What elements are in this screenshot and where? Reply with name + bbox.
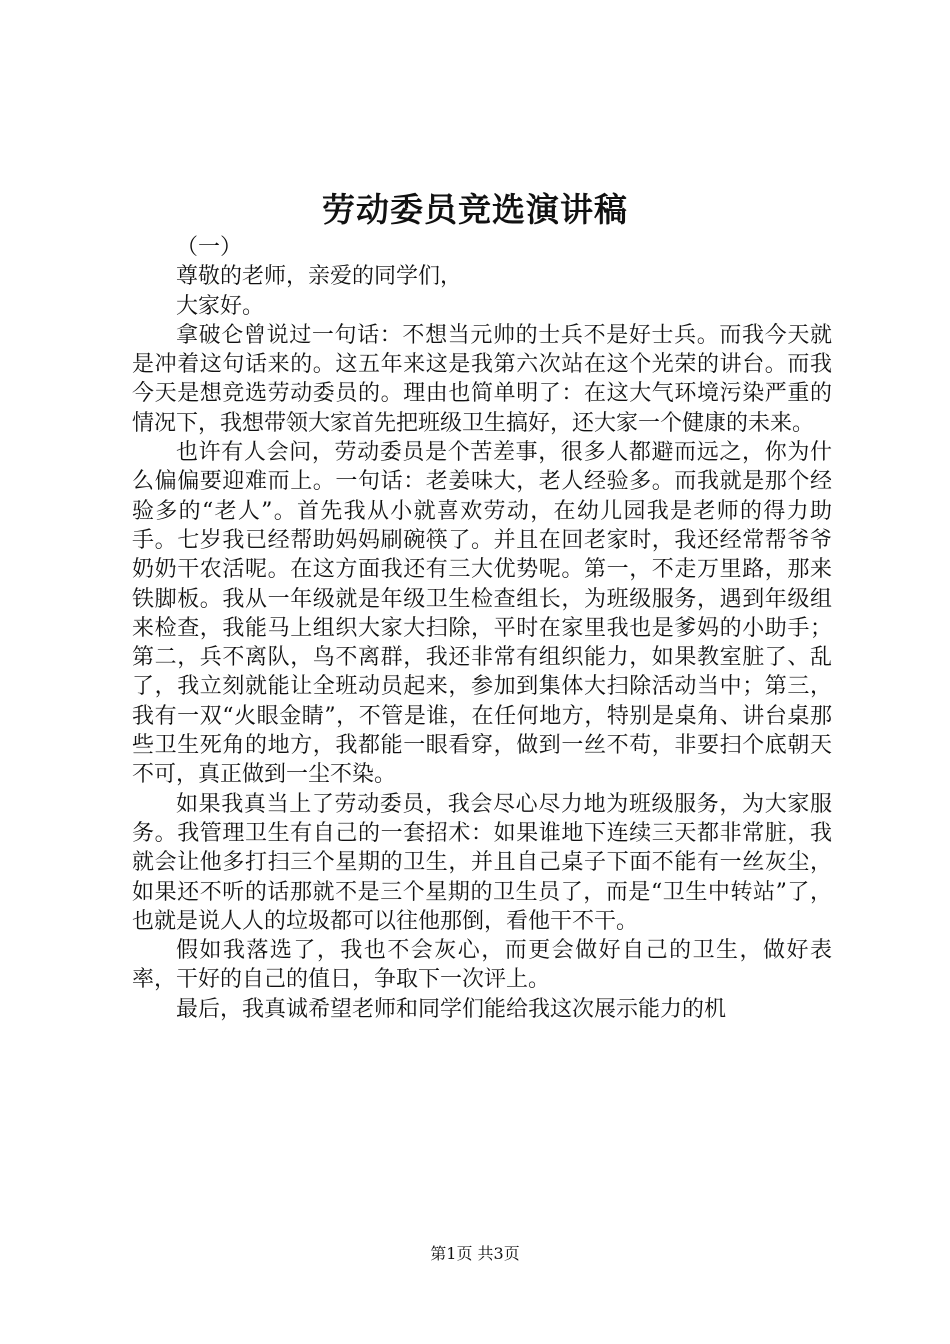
page-footer: 第1页 共3页	[430, 1244, 520, 1263]
salutation: 尊敬的老师，亲爱的同学们，	[176, 264, 463, 290]
paragraph-closing: 最后，我真诚希望老师和同学们能给我这次展示能力的机	[176, 996, 727, 1022]
document-title: 劳动委员竞选演讲稿	[322, 190, 628, 229]
paragraph-plan: 如果我真当上了劳动委员，我会尽心尽力地为班级服务，为大家服务。我管理卫生有自己的一套招术：如果谁地下连续三天都非常脏，我就会让他多打扫三个星期的卫生，并且自己桌子下面不能有一丝灰尘，如果还不听的话那就不是三个星期的卫生员了，而是“卫生中转站”了，也就是说人人的垃圾都可以往他那倒，看他干不干。	[132, 791, 832, 934]
section-number: （一）	[176, 235, 243, 260]
greeting: 大家好。	[176, 293, 265, 319]
paragraph-if-lose: 假如我落选了，我也不会灰心，而更会做好自己的卫生，做好表率，干好的自己的值日，争取下一次评上。	[132, 938, 832, 993]
document-body	[132, 233, 832, 1024]
paragraph-experience: 也许有人会问，劳动委员是个苦差事，很多人都避而远之，你为什么偏偏要迎难而上。一句话：老姜味大，老人经验多。而我就是那个经验多的“老人”。首先我从小就喜欢劳动，在幼儿园我是老师的得力助手。七岁我已经帮助妈妈刷碗筷了。并且在回老家时，我还经常帮爷爷奶奶干农活呢。在这方面我还有三大优势呢。第一，不走万里路，那来铁脚板。我从一年级就是年级卫生检查组长，为班级服务，遇到年级组来检查，我能马上组织大家大扫除，平时在家里我也是爹妈的小助手；第二，兵不离队，鸟不离群，我还非常有组织能力，如果教室脏了、乱了，我立刻就能让全班动员起来，参加到集体大扫除活动当中；第三，我有一双“火眼金睛”，不管是谁，在任何地方，特别是桌角、讲台桌那些卫生死角的地方，我都能一眼看穿，做到一丝不苟，非要扫个底朝天不可，真正做到一尘不染。	[132, 440, 832, 788]
paragraph-intro: 拿破仑曾说过一句话：不想当元帅的士兵不是好士兵。而我今天就是冲着这句话来的。这五年来这是我第六次站在这个光荣的讲台。而我今天是想竞选劳动委员的。理由也简单明了：在这大气环境污染严重的情况下，我想带领大家首先把班级卫生搞好，还大家一个健康的未来。	[132, 322, 832, 436]
